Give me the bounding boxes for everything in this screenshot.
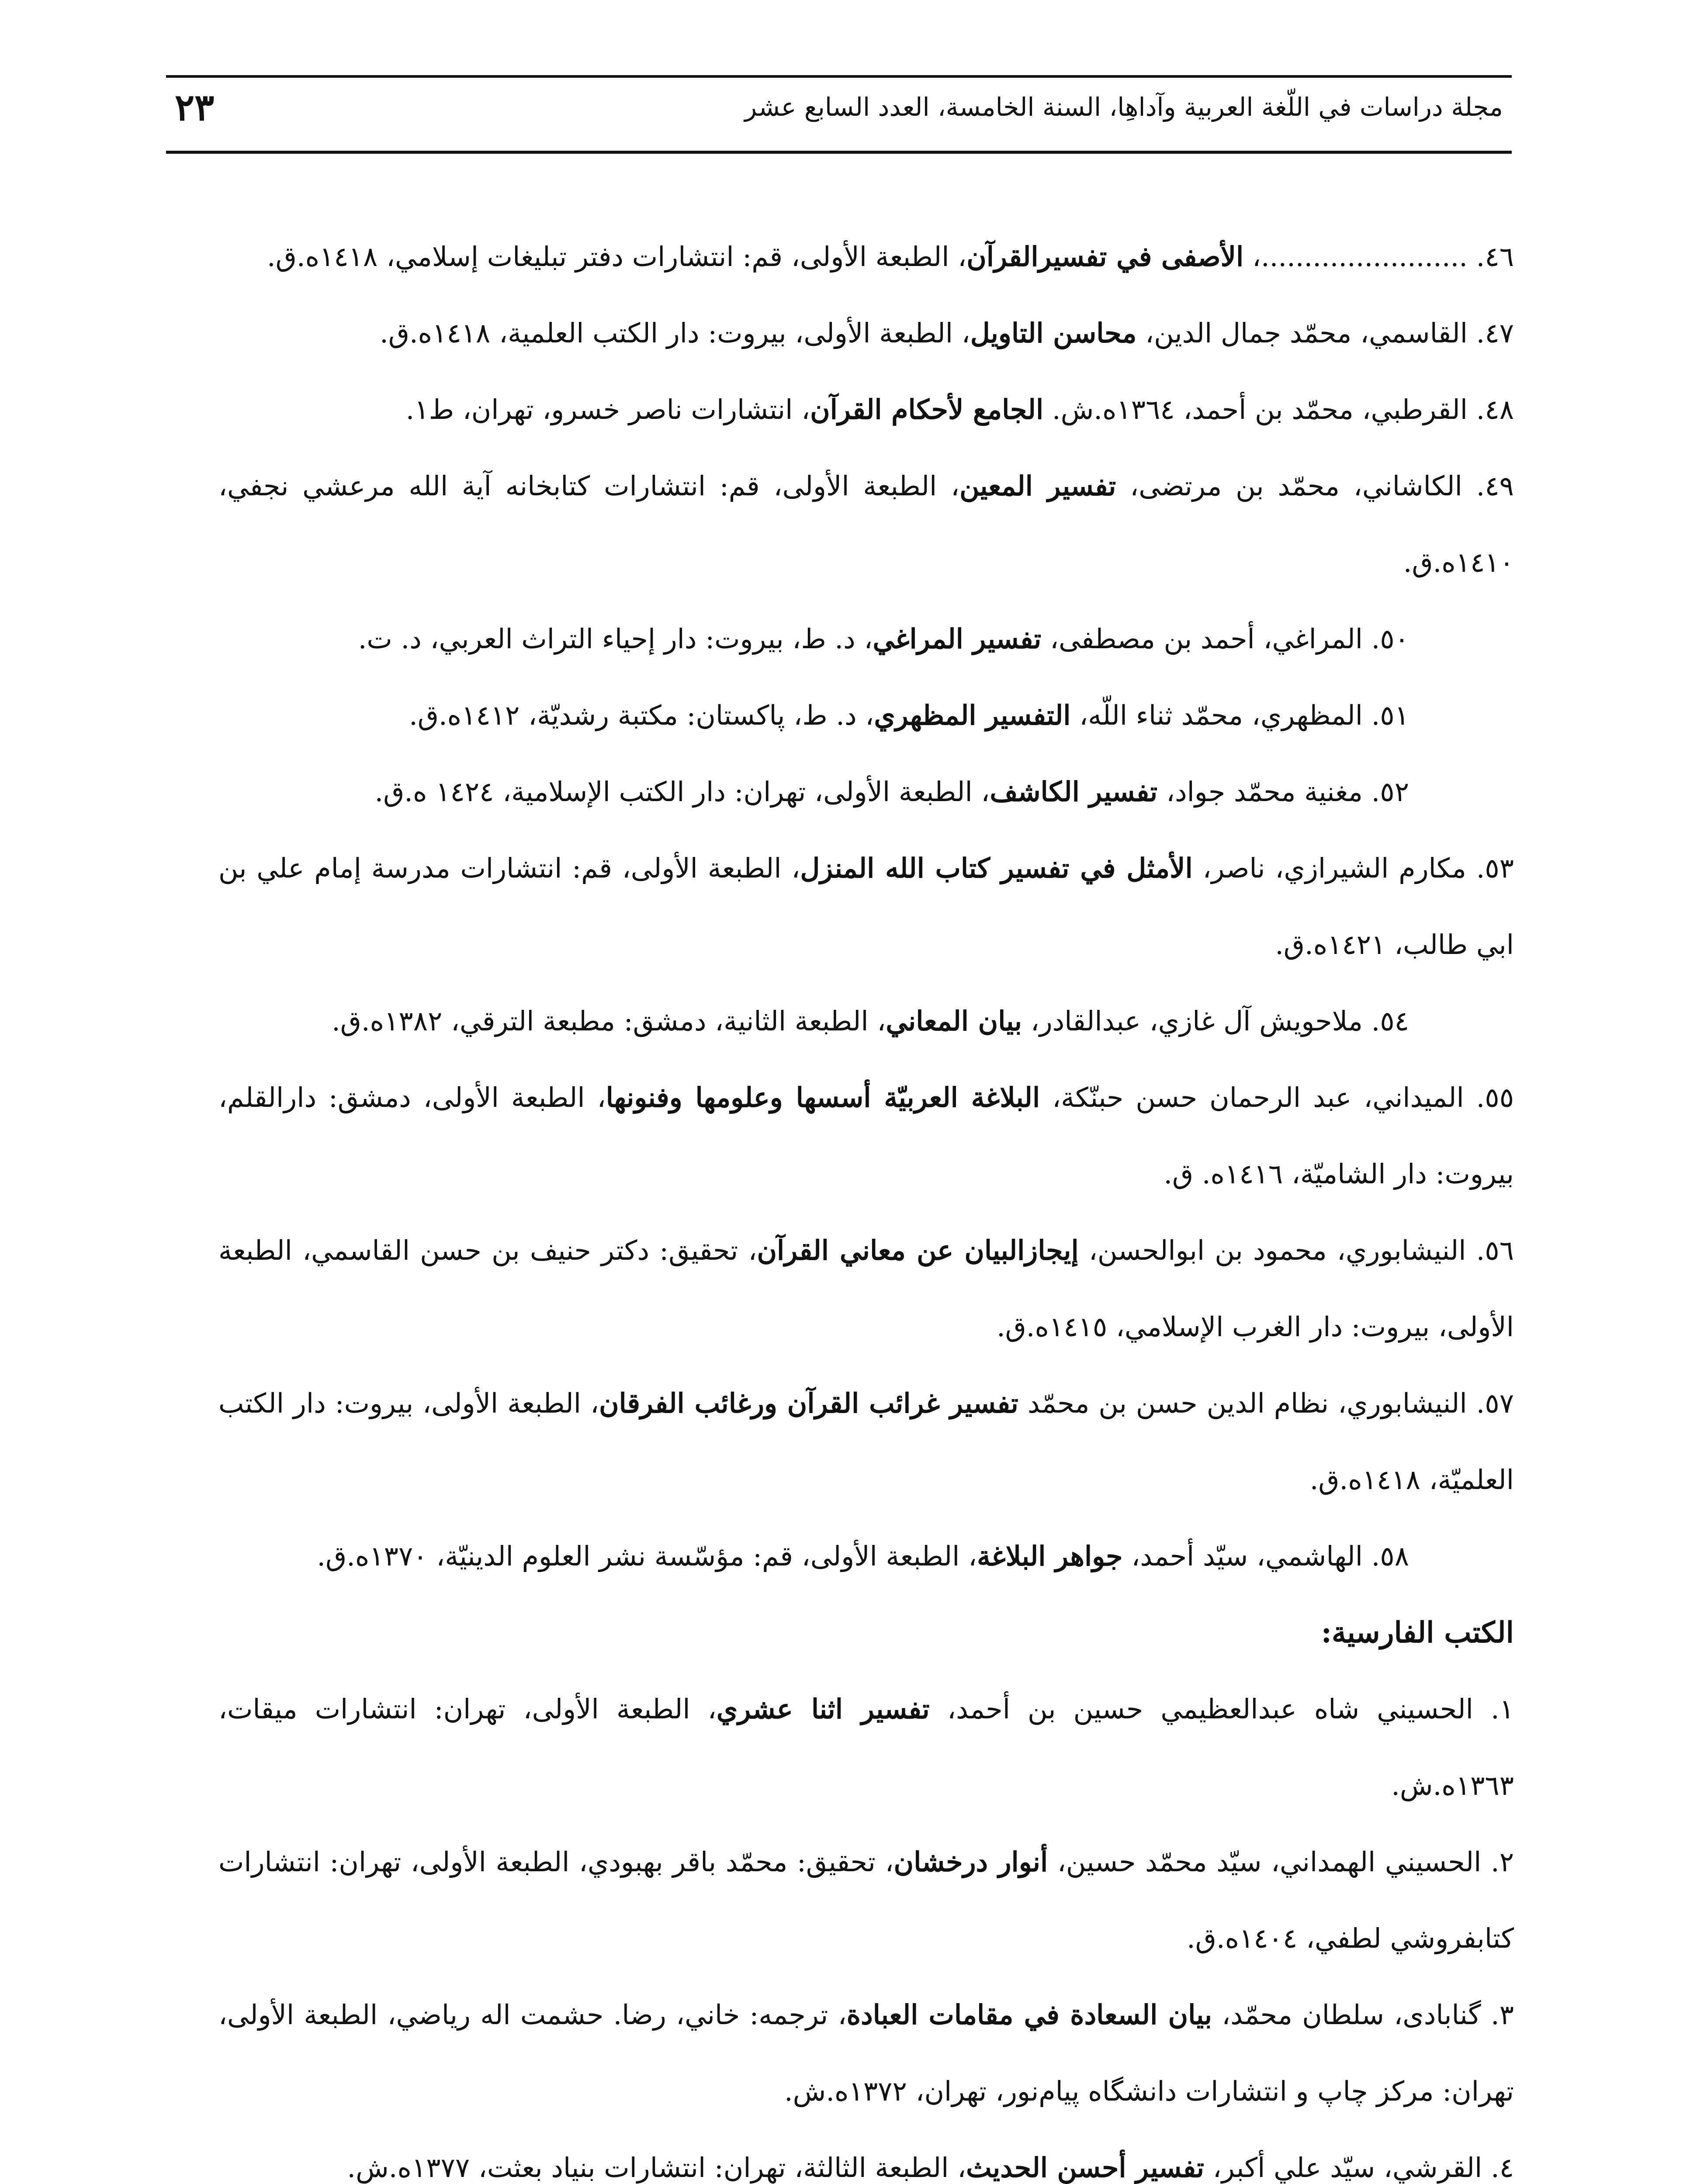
reference-details: ، الطبعة الأولى، قم: انتشارات مدرسة إمام علي بن ابي طالب، ١٤٢١ه.ق. (218, 852, 1514, 961)
reference-number: ٥٢. (1371, 776, 1409, 808)
reference-title: تفسير اثنا عشري (716, 1693, 930, 1725)
reference-details: ، الطبعة الأولى، قم: انتشارات كتابخانه آية الله مرعشي نجفي، ١٤١٠ه.ق. (218, 470, 1514, 578)
reference-number: ٥١. (1371, 699, 1409, 731)
reference-number: ٣. (1490, 1999, 1514, 2031)
reference-entry (218, 1824, 1514, 1977)
reference-details: ، الطبعة الأولى، تهران: دار الكتب الإسلامية، ١٤٢٤ ه.ق. (374, 776, 990, 808)
reference-number: ١. (1490, 1693, 1514, 1725)
reference-author: الحسيني شاه عبدالعظيمي حسين بن أحمد، (929, 1693, 1491, 1725)
reference-author: مغنية محمّد جواد، (1157, 776, 1371, 808)
reference-entry (218, 753, 1514, 830)
persian-section-title: الكتب الفارسية: (1321, 1615, 1514, 1649)
reference-number: ٤٩. (1476, 470, 1514, 502)
reference-title: جواهر البلاغة (977, 1540, 1123, 1572)
reference-title: أنوار درخشان (893, 1846, 1048, 1878)
reference-entry (218, 1365, 1514, 1518)
reference-title: البلاغة العربيّة أسسها وعلومها وفنونها (606, 1082, 1040, 1113)
reference-author: الميداني، عبد الرحمان حسن حبنّكة، (1040, 1082, 1476, 1113)
page-header (166, 66, 1512, 149)
reference-number: ٥٥. (1476, 1082, 1514, 1113)
reference-number: ٤. (1490, 2152, 1514, 2184)
reference-details: ، الطبعة الأولى، تهران: انتشارات ميقات، ١٣٦٣ه.ش. (218, 1693, 1514, 1801)
reference-author: المراغي، أحمد بن مصطفى، (1041, 623, 1371, 655)
reference-details: ، د. ط، بيروت: دار إحياء التراث العربي، د. ت. (358, 623, 873, 655)
reference-number: ٥٦. (1476, 1234, 1514, 1266)
reference-author: مكارم الشيرازي، ناصر، (1192, 852, 1476, 884)
reference-details: ، الطبعة الأولى، بيروت: دار الكتب العلميّة، ١٤١٨ه.ق. (218, 1387, 1514, 1496)
reference-entry (218, 1059, 1514, 1212)
page-number: ٢٣ (175, 85, 215, 129)
reference-entry (218, 218, 1514, 295)
reference-title: تفسير المعين (959, 470, 1116, 502)
reference-details: ، الطبعة الأولى، بيروت: دار الكتب العلمية، ١٤١٨ه.ق. (380, 317, 970, 349)
reference-author: القرشي، سيّد علي أكبر، (1204, 2152, 1491, 2184)
reference-entry (218, 830, 1514, 983)
reference-author: الكاشاني، محمّد بن مرتضى، (1116, 470, 1476, 502)
reference-number: ٤٦. (1476, 241, 1514, 273)
journal-title: مجلة دراسات في اللّغة العربية وآداهِا، السنة الخامسة، العدد السابع عشر (745, 92, 1503, 122)
reference-entry (218, 295, 1514, 371)
reference-entry (218, 2129, 1514, 2184)
reference-entry (218, 983, 1514, 1059)
reference-number: ٤٧. (1476, 317, 1514, 349)
reference-number: ٥٤. (1371, 1005, 1409, 1037)
reference-entry (218, 1977, 1514, 2129)
reference-entry (218, 371, 1514, 448)
reference-author: ملاحويش آل غازي، عبدالقادر، (1022, 1005, 1371, 1037)
reference-title: تفسير الكاشف (990, 776, 1158, 808)
reference-title: تفسير غرائب القرآن ورغائب الفرقان (599, 1387, 1018, 1419)
reference-title: إيجازالبيان عن معاني القرآن (757, 1234, 1079, 1266)
reference-author: گنابادى، سلطان محمّد، (1212, 1999, 1491, 2031)
reference-details: ، الطبعة الأولى، دمشق: دارالقلم، بيروت: دار الشاميّة، ١٤١٦ه. ق. (218, 1082, 1514, 1190)
reference-details: ، انتشارات ناصر خسرو، تهران، ط١. (405, 394, 810, 425)
reference-details: ، الطبعة الثانية، دمشق: مطبعة الترقي، ١٣٨٢ه.ق. (332, 1005, 886, 1037)
header-bottom-rule (166, 151, 1512, 154)
reference-author: النيشابوري، محمود بن ابوالحسن، (1078, 1234, 1476, 1266)
reference-entry (218, 601, 1514, 677)
reference-details: ، الطبعة الأولى، قم: انتشارات دفتر تبليغات إسلامي، ١٤١٨ه.ق. (267, 241, 967, 273)
arabic-references-list (218, 218, 1514, 1594)
reference-details: ، ترجمه: خاني، رضا. حشمت اله رياضي، الطبعة الأولى، تهران: مركز چاپ و انتشارات دانشگاه پيام‌نور، تهران، ١٣٧٢ه.ش. (218, 1999, 1514, 2107)
reference-author: النيشابوري، نظام الدين حسن بن محمّد (1018, 1387, 1476, 1419)
reference-details: ، د. ط، پاكستان: مكتبة رشديّة، ١٤١٢ه.ق. (409, 699, 874, 731)
reference-author: ........................، (1243, 241, 1476, 273)
reference-author: القاسمي، محمّد جمال الدين، (1136, 317, 1476, 349)
reference-number: ٥٠. (1371, 623, 1409, 655)
reference-number: ٤٨. (1476, 394, 1514, 425)
reference-author: الهاشمي، سيّد أحمد، (1122, 1540, 1371, 1572)
reference-title: بيان السعادة في مقامات العبادة (846, 1999, 1212, 2031)
reference-entry (218, 677, 1514, 753)
reference-details: ، الطبعة الثالثة، تهران: انتشارات بنياد بعثت، ١٣٧٧ه.ش. (347, 2152, 966, 2184)
reference-title: الأصفى في تفسيرالقرآن (966, 241, 1244, 273)
reference-entry (218, 1671, 1514, 1824)
reference-title: تفسير المراغي (873, 623, 1042, 655)
reference-details: ، الطبعة الأولى، قم: مؤسّسة نشر العلوم الدينيّة، ١٣٧٠ه.ق. (317, 1540, 977, 1572)
reference-author: القرطبي، محمّد بن أحمد، ١٣٦٤ه.ش. (1043, 394, 1476, 425)
reference-title: محاسن التاويل (970, 317, 1137, 349)
reference-entry (218, 1518, 1514, 1594)
reference-title: الجامع لأحكام القرآن (810, 394, 1044, 425)
persian-references-list (218, 1671, 1514, 2184)
reference-number: ٥٧. (1476, 1387, 1514, 1419)
reference-details: ، تحقيق: محمّد باقر بهبودي، الطبعة الأولى، تهران: انتشارات كتابفروشي لطفي، ١٤٠٤ه.ق. (218, 1846, 1514, 1954)
reference-number: ٢. (1490, 1846, 1514, 1878)
reference-entry (218, 448, 1514, 601)
references-content (218, 218, 1514, 2184)
reference-number: ٥٨. (1371, 1540, 1409, 1572)
reference-title: بيان المعاني (886, 1005, 1022, 1037)
reference-number: ٥٣. (1476, 852, 1514, 884)
reference-details: ، تحقيق: دكتر حنيف بن حسن القاسمي، الطبعة الأولى، بيروت: دار الغرب الإسلامي، ١٤١٥ه.ق. (218, 1234, 1514, 1343)
reference-title: التفسير المظهري (874, 699, 1071, 731)
reference-title: الأمثل في تفسير كتاب الله المنزل (800, 852, 1193, 884)
reference-entry (218, 1212, 1514, 1365)
reference-title: تفسير أحسن الحديث (966, 2152, 1205, 2184)
reference-author: الحسيني الهمداني، سيّد محمّد حسين، (1048, 1846, 1491, 1878)
reference-author: المظهري، محمّد ثناء اللّه، (1070, 699, 1371, 731)
